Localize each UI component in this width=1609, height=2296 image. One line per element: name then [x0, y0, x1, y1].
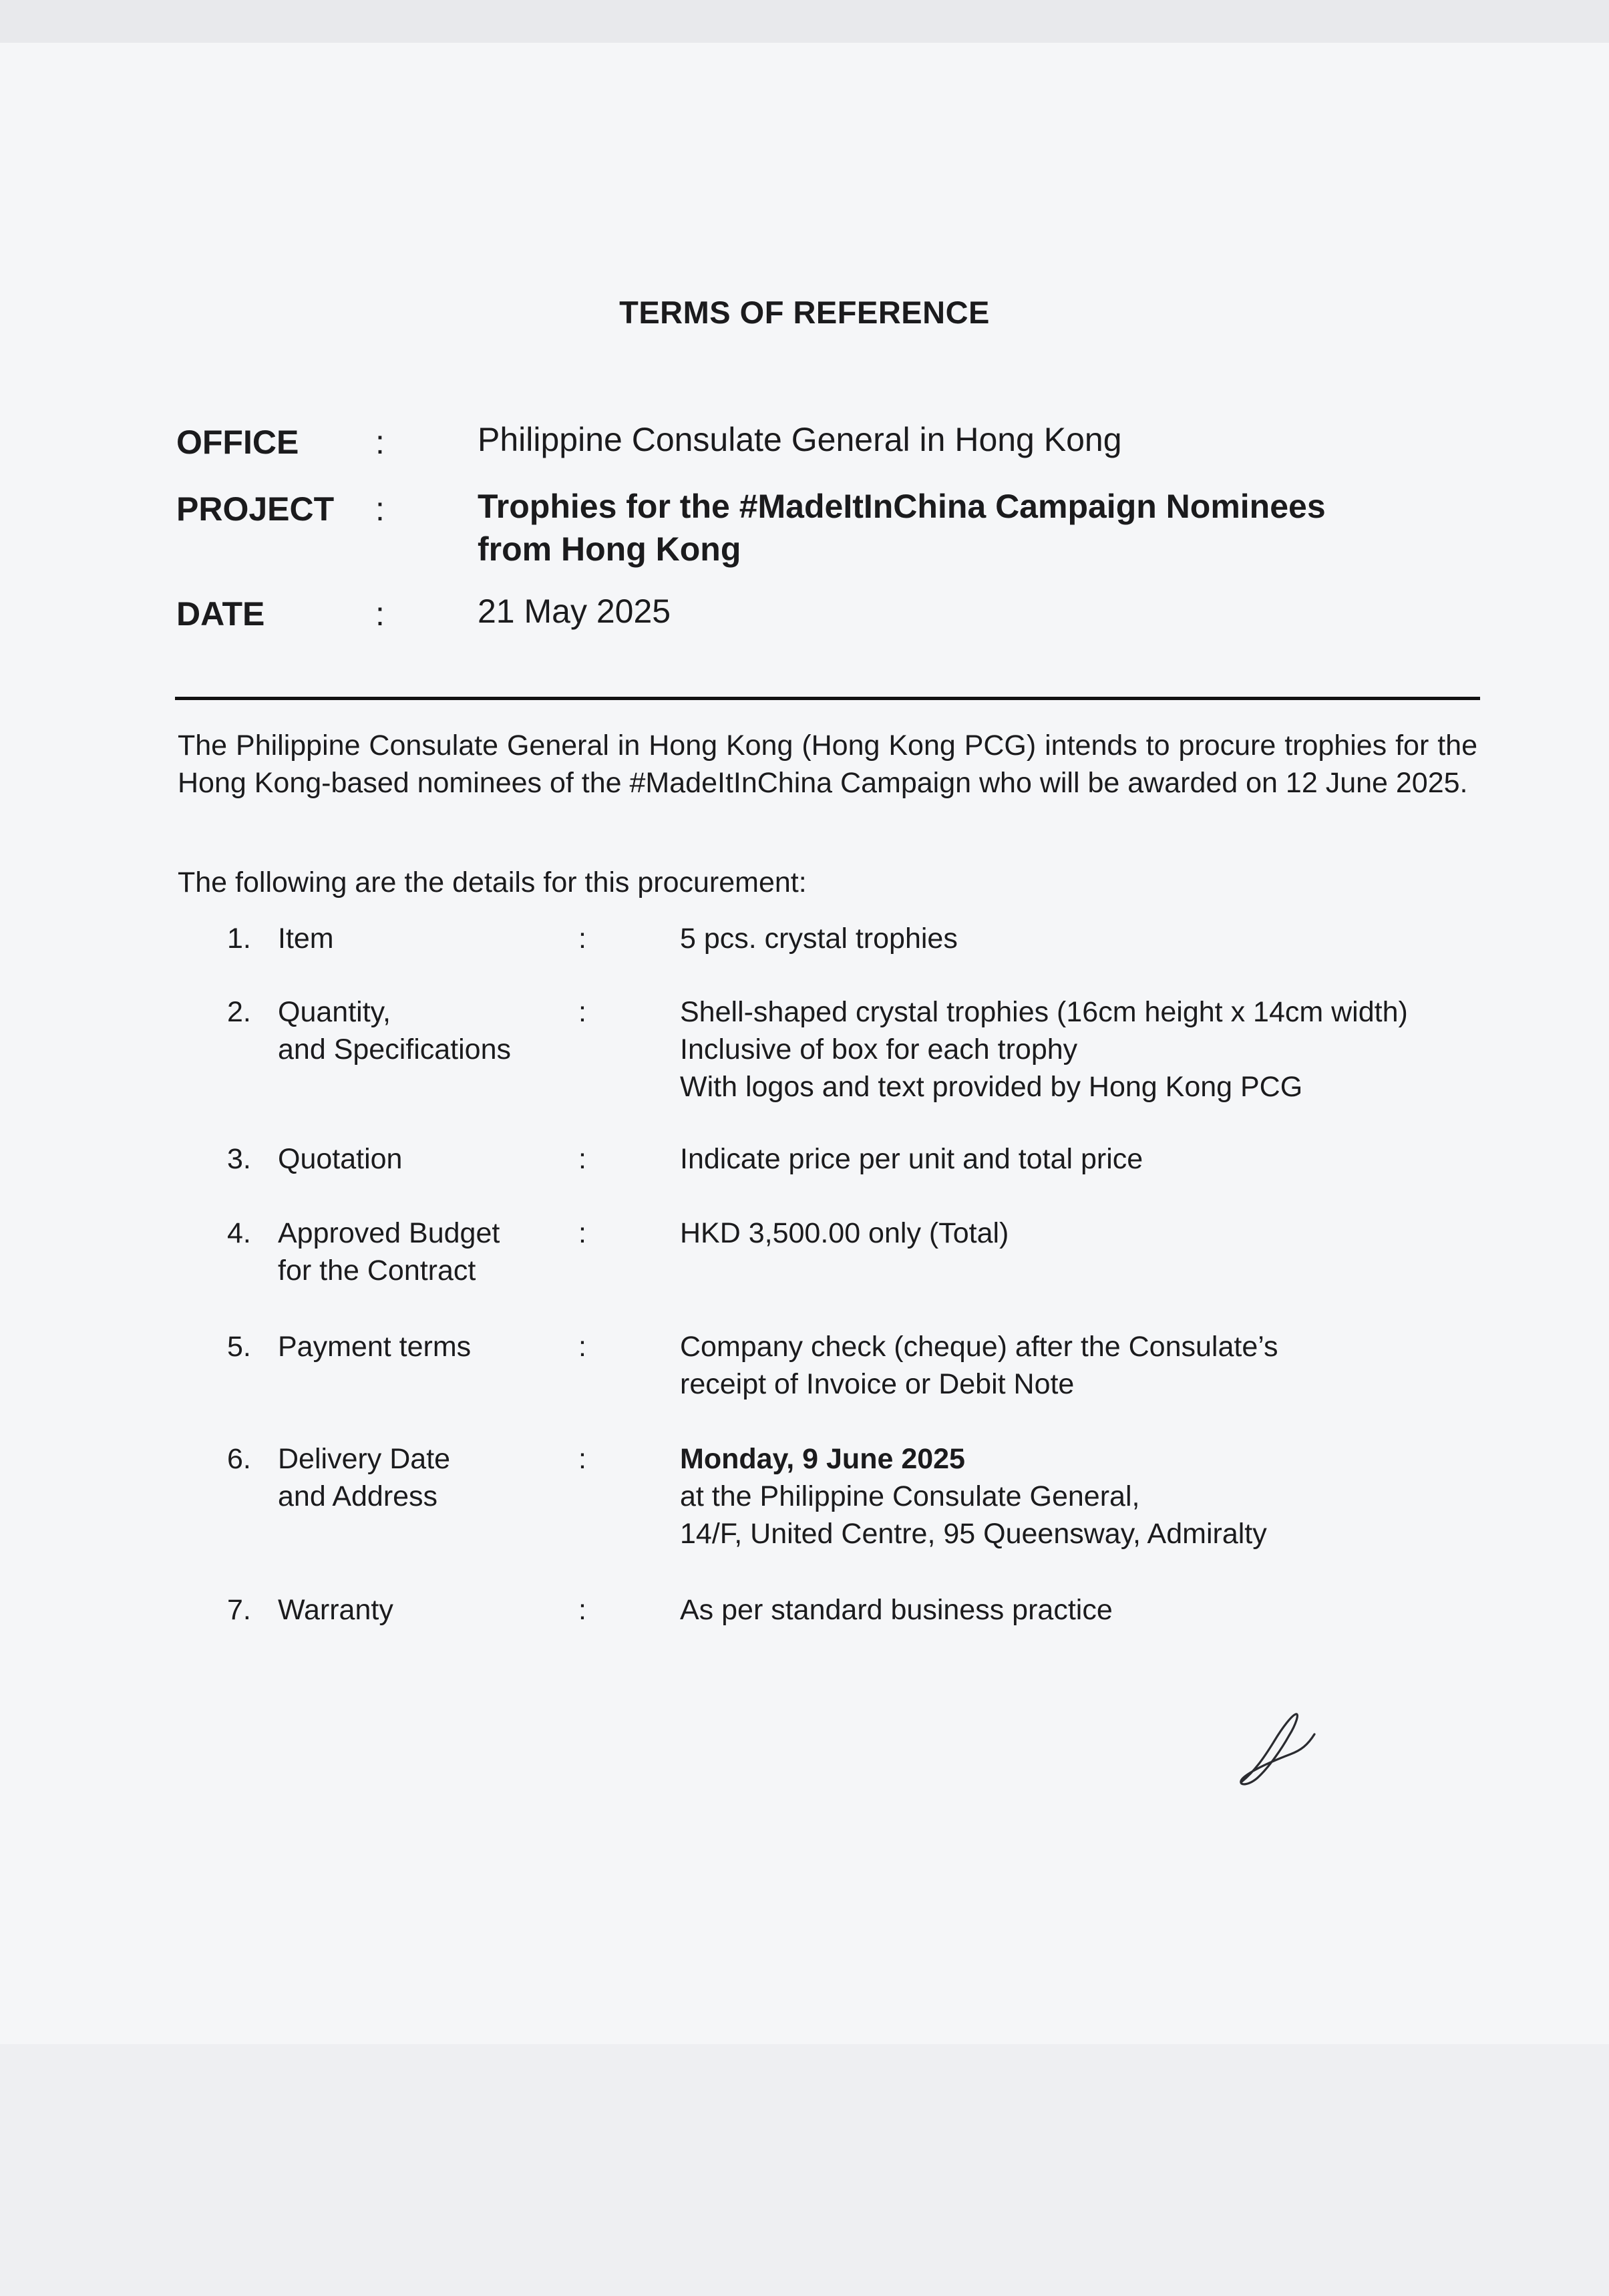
item-label-line: Delivery Date [278, 1443, 451, 1475]
item-value [680, 1140, 1515, 1178]
scan-edge-bottom [0, 2044, 1609, 2296]
item-label [278, 1140, 585, 1178]
item-label-line: Quotation [278, 1143, 403, 1175]
office-colon: : [375, 424, 385, 461]
office-label: OFFICE [176, 424, 299, 461]
details-lead: The following are the details for this procurement: [178, 866, 807, 898]
date-value: 21 May 2025 [478, 593, 671, 630]
item-number: 1. [227, 923, 251, 955]
item-number: 7. [227, 1594, 251, 1626]
item-colon: : [578, 1443, 586, 1475]
project-value [478, 485, 1413, 570]
item-label [278, 920, 585, 957]
item-number: 6. [227, 1443, 251, 1475]
project-value-line: Trophies for the #MadeItInChina Campaign Nominees [478, 488, 1326, 525]
item-label-line: for the Contract [278, 1255, 476, 1287]
scan-edge-top [0, 0, 1609, 43]
item-label-line: Approved Budget [278, 1217, 500, 1249]
item-label-line: Warranty [278, 1594, 393, 1626]
item-value-line: As per standard business practice [680, 1594, 1113, 1626]
item-value-line: HKD 3,500.00 only (Total) [680, 1217, 1009, 1249]
signature-icon [1222, 1703, 1322, 1797]
item-label-line: Item [278, 923, 334, 955]
item-colon: : [578, 1331, 586, 1363]
intro-paragraph: The Philippine Consulate General in Hong Kong (Hong Kong PCG) intends to procure trophies for the Hong Kong-based nominees of the #MadeItInChina Campaign who will be awarded on 12 June 2025. [178, 729, 1477, 799]
item-value [680, 1328, 1515, 1403]
item-value [680, 1214, 1515, 1252]
item-value-line: Inclusive of box for each trophy [680, 1033, 1078, 1065]
item-colon: : [578, 1143, 586, 1175]
item-colon: : [578, 1217, 586, 1249]
delivery-date-value: Monday, 9 June 2025 [680, 1443, 965, 1475]
item-value-line: 5 pcs. crystal trophies [680, 923, 958, 955]
item-colon: : [578, 996, 586, 1028]
date-label: DATE [176, 595, 265, 633]
office-value: Philippine Consulate General in Hong Kong [478, 421, 1122, 458]
document-title: TERMS OF REFERENCE [619, 295, 990, 330]
item-value-line: Indicate price per unit and total price [680, 1143, 1143, 1175]
item-value [680, 1591, 1515, 1629]
item-value [680, 993, 1515, 1106]
item-label [278, 1440, 585, 1515]
item-value-line: at the Philippine Consulate General, [680, 1480, 1140, 1512]
item-number: 3. [227, 1143, 251, 1175]
item-number: 2. [227, 996, 251, 1028]
item-value-line: Company check (cheque) after the Consulate’s [680, 1331, 1278, 1363]
item-value [680, 1440, 1515, 1552]
project-colon: : [375, 490, 385, 528]
project-label: PROJECT [176, 490, 335, 528]
item-value [680, 920, 1515, 957]
item-value-line: 14/F, United Centre, 95 Queensway, Admiralty [680, 1518, 1267, 1550]
date-colon: : [375, 595, 385, 633]
item-label-line: Quantity, [278, 996, 391, 1028]
item-label-line: and Address [278, 1480, 438, 1512]
item-number: 5. [227, 1331, 251, 1363]
item-value-line: receipt of Invoice or Debit Note [680, 1368, 1075, 1400]
item-value-line: Shell-shaped crystal trophies (16cm height x 14cm width) [680, 996, 1408, 1028]
item-colon: : [578, 1594, 586, 1626]
item-label [278, 1214, 585, 1289]
project-value-line: from Hong Kong [478, 530, 741, 568]
item-colon: : [578, 923, 586, 955]
item-value-line: With logos and text provided by Hong Kong PCG [680, 1071, 1303, 1103]
item-label [278, 1591, 585, 1629]
item-number: 4. [227, 1217, 251, 1249]
item-label-line: and Specifications [278, 1033, 511, 1065]
item-label [278, 1328, 585, 1365]
header-divider [175, 697, 1480, 700]
item-label-line: Payment terms [278, 1331, 472, 1363]
item-label [278, 993, 585, 1068]
